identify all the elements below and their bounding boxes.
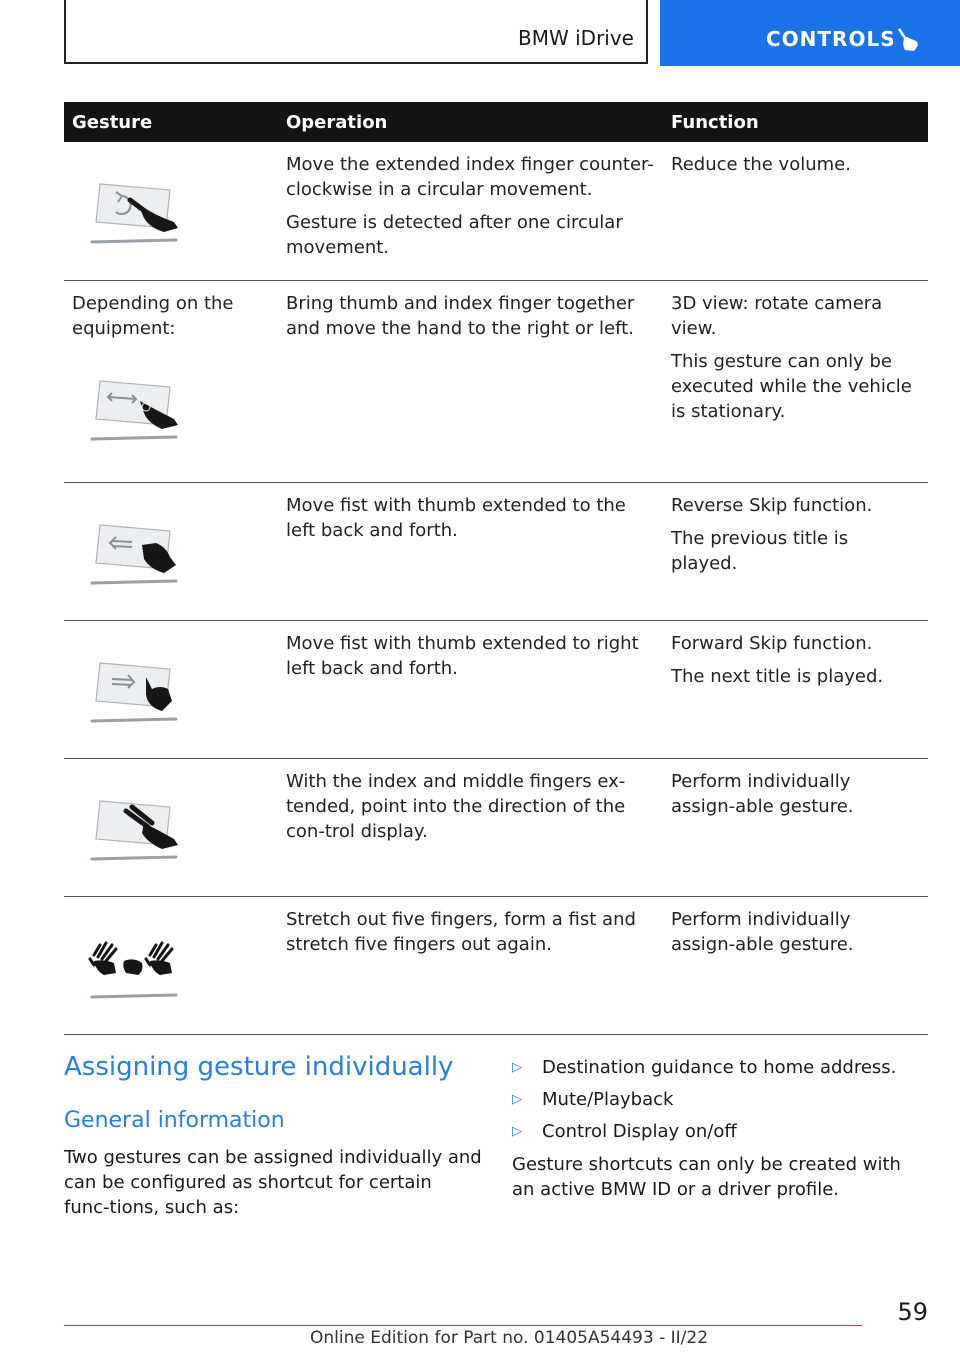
function-text: Forward Skip function.	[671, 632, 873, 654]
function-cell	[663, 482, 928, 620]
list-item-text: Destination guidance to home address.	[542, 1057, 897, 1078]
pointing-hand-icon	[896, 26, 920, 52]
gesture-rotate-counterclockwise-icon	[86, 170, 186, 250]
list-item	[512, 1055, 928, 1080]
function-text: The previous title is played.	[671, 527, 849, 574]
header-section-title: BMW iDrive	[518, 26, 634, 50]
gesture-cell	[64, 896, 278, 1034]
section-intro: Two gestures can be assigned individually and can be configured as shortcut for certain func-tions, such as:	[64, 1147, 482, 1218]
triangle-bullet-icon: ▷	[512, 1092, 522, 1107]
gesture-thumb-left-icon	[86, 511, 186, 591]
function-cell	[663, 896, 928, 1034]
function-cell	[663, 280, 928, 482]
section-subtitle: General information	[64, 1108, 285, 1133]
column-header-operation: Operation	[278, 102, 663, 142]
gesture-pinch-swipe-icon	[86, 367, 186, 447]
table-row	[64, 620, 928, 758]
function-cell	[663, 620, 928, 758]
operation-text: Move the extended index finger counter-clockwise in a circular movement.	[286, 154, 654, 200]
function-text: 3D view: rotate camera view.	[671, 292, 883, 339]
gesture-two-fingers-point-icon	[86, 787, 186, 867]
operation-text: Move fist with thumb extended to the left back and forth.	[286, 494, 626, 541]
operation-cell	[278, 280, 663, 482]
section-title: Assigning gesture individually	[64, 1052, 454, 1082]
page-number: 59	[897, 1298, 928, 1326]
table-row	[64, 482, 928, 620]
table-row	[64, 896, 928, 1034]
gesture-thumb-right-icon	[86, 649, 186, 729]
list-item-text: Control Display on/off	[542, 1121, 737, 1142]
list-item	[512, 1119, 928, 1144]
operation-cell	[278, 758, 663, 896]
gesture-open-fist-open-icon	[86, 925, 186, 1005]
function-cell	[663, 758, 928, 896]
gesture-cell	[64, 758, 278, 896]
triangle-bullet-icon: ▷	[512, 1060, 522, 1075]
shortcut-list	[512, 1055, 928, 1151]
header-chapter-tab	[660, 0, 960, 66]
header-section-box	[64, 0, 648, 64]
function-cell	[663, 142, 928, 280]
list-item-text: Mute/Playback	[542, 1089, 674, 1110]
function-text: Reverse Skip function.	[671, 494, 873, 516]
footer-divider	[64, 1325, 862, 1326]
section-note: Gesture shortcuts can only be created with an active BMW ID or a driver profile.	[512, 1154, 901, 1200]
table-row	[64, 142, 928, 280]
function-text: The next title is played.	[671, 665, 884, 687]
function-text: Perform individually assign-able gesture.	[671, 908, 854, 955]
table-row	[64, 280, 928, 482]
gesture-note: Depending on the equipment:	[72, 292, 234, 339]
operation-cell	[278, 620, 663, 758]
list-item	[512, 1087, 928, 1112]
gesture-cell	[64, 482, 278, 620]
operation-text: Gesture is detected after one circular movement.	[286, 212, 623, 258]
operation-cell	[278, 482, 663, 620]
gesture-cell	[64, 620, 278, 758]
operation-cell	[278, 896, 663, 1034]
function-text: Reduce the volume.	[671, 154, 851, 175]
operation-text: Move fist with thumb extended to right left back and forth.	[286, 632, 639, 679]
function-text: Perform individually assign-able gesture.	[671, 770, 854, 817]
table-row	[64, 758, 928, 896]
operation-text: With the index and middle fingers ex-tended, point into the direction of the con-trol display.	[286, 770, 626, 842]
column-header-gesture: Gesture	[64, 102, 278, 142]
gesture-cell	[64, 142, 278, 280]
operation-text: Stretch out five fingers, form a fist and stretch five fingers out again.	[286, 908, 636, 955]
operation-cell	[278, 142, 663, 280]
table-header-row	[64, 102, 928, 142]
operation-text: Bring thumb and index finger together and move the hand to the right or left.	[286, 292, 635, 339]
gesture-table	[64, 102, 928, 1035]
header-chapter-title: CONTROLS	[766, 27, 896, 51]
column-header-function: Function	[663, 102, 928, 142]
footer-edition: Online Edition for Part no. 01405A54493 - II/22	[310, 1328, 709, 1348]
function-text: This gesture can only be executed while the vehicle is stationary.	[671, 350, 912, 422]
triangle-bullet-icon: ▷	[512, 1124, 522, 1139]
gesture-cell	[64, 280, 278, 482]
